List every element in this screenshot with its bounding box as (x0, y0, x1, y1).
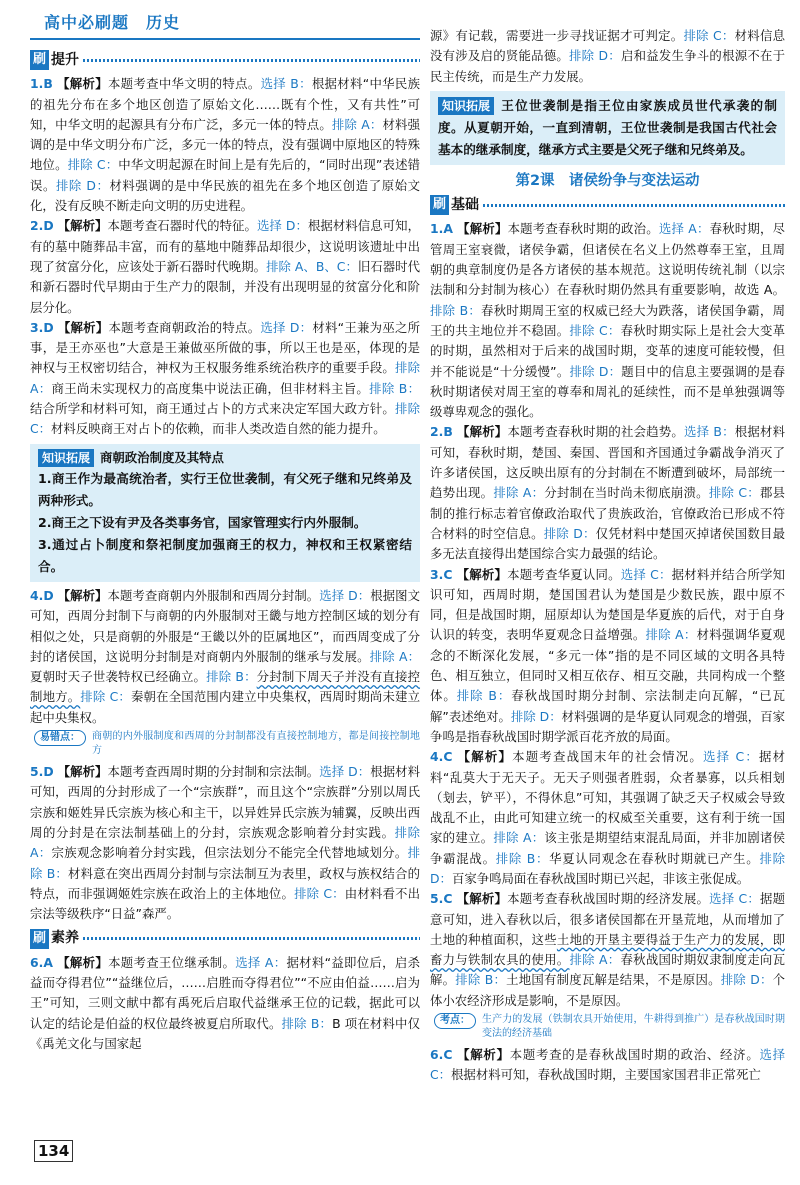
text: 春秋战国时期分封制、宗法制走向瓦解，“已瓦解”表述绝对。 (430, 688, 785, 724)
text: 由材料看不出宗法等级秩序“日益”森严。 (30, 885, 421, 922)
text: 商王尚未实现权力的高度集中说法正确，但非材料主旨。 (51, 380, 370, 396)
exclude-label: 排除 A： (645, 627, 697, 643)
exclude-label: 排除 B： (206, 669, 257, 685)
text: 根据材料“中华民族的祖先分布在多个地区创造了原始文化……既有个性，又有共性”可知，中华文明的起源具有分布广泛，多元一体的特点。 (30, 76, 420, 132)
item-number: 5. (30, 764, 44, 780)
exclude-label: 排除 C： (683, 28, 735, 43)
section-tag: 刷 (430, 195, 449, 215)
exclude-label: 排除 A： (493, 485, 545, 501)
answer-item-5 (30, 762, 420, 924)
exclude-label: 排除 B： (430, 302, 482, 318)
choose-label: 选择 A： (658, 221, 710, 237)
text: B 项在材料中仅《禹羌文化与国家起 (30, 1015, 420, 1051)
exclude-label: 排除 A： (369, 648, 420, 664)
answer-letter: C (443, 566, 453, 582)
item-number: 2. (30, 218, 44, 234)
exclude-label: 排除 D： (569, 48, 621, 64)
text: 根据图文可知，西周分封制下与商朝的内外服制对王畿与地方控制区域的划分有相似之处，只是商朝的外服是“王畿以外的臣属地区”，而西周变成了分封的诸侯国，这说明分封制是对商朝内外服制的继承与发展。 (30, 587, 420, 664)
error-note (34, 730, 420, 758)
answer-item-6 (30, 953, 420, 1054)
text: 春秋战国时期奴隶制度走向瓦解。 (430, 952, 786, 988)
text: 本题考查春秋战国时期的经济发展。 (507, 891, 710, 907)
section-tisheng (30, 50, 420, 70)
text: 据材料并结合所学知识可知，西周时期，楚国国君认为楚国是少数民族，跟中原不同，但是战国时期，屈原却认为楚国是华夏族的后代，对于自身认识的转变，表明华夏观念日益增强。 (430, 566, 786, 643)
exclude-label: 排除 D： (55, 177, 110, 193)
text: 宗族观念影响着分封实践，但宗法划分不能完全代替地域划分。 (51, 845, 408, 861)
choose-label: 选择 B： (260, 76, 312, 92)
text: 题目中的信息主要强调的是春秋时期诸侯对周王室的尊奉和周礼的延续性，而不是单独强调等级尊卑观念的强化。 (430, 363, 786, 420)
analysis-tag: 【解析】 (456, 891, 508, 907)
section-label: 素养 (51, 930, 80, 947)
lesson-title: 第2课 诸侯纷争与变法运动 (515, 172, 700, 189)
choose-label: 选择 D： (319, 764, 371, 780)
text: 本题考查春秋时期的社会趋势。 (507, 424, 685, 440)
section-label: 基础 (451, 197, 480, 214)
item-number: 5. (430, 891, 444, 907)
answer-letter: C (443, 749, 453, 765)
page-header-title: 高中必刷题 历史 (44, 13, 181, 32)
knowledge-title: 商朝政治制度及其特点 (100, 449, 224, 465)
choose-label: 选择 C： (620, 566, 672, 582)
exclude-label: 排除 C： (569, 322, 621, 338)
text: 材料强调的是中华民族的祖先在多个地区创造了原始文化，没有反映不断走向文明的历史进程。 (30, 177, 421, 214)
text: 材料“王兼为巫之所事，是王亦巫也”大意是王兼做巫所做的事，所以王也是巫，体现的是神权与王权密切结合，神权为王权服务维系统治秩序的重要手段。 (30, 319, 421, 376)
answer-item-6-continued (430, 26, 785, 87)
section-suyang (30, 928, 420, 948)
exclude-label: 排除 C： (67, 157, 119, 173)
analysis-tag: 【解析】 (57, 319, 109, 335)
text: 春秋时期，尽管周王室衰微，诸侯争霸，但诸侯在名义上仍然尊奉王室，且周朝的典章制度仍是各方诸侯的基本规范。这说明传统礼制（以宗法制和分封制为核心）在春秋时期仍然具有重要影响，故选 A。 (430, 221, 786, 298)
knowledge-tag: 知识拓展 (38, 449, 94, 467)
page-number: 134 (34, 1140, 73, 1162)
text: 本题考查商朝内外服制和西周分封制。 (107, 587, 320, 603)
exclude-label: 排除 C： (294, 885, 345, 901)
text: 春秋时期周王室的权威已经大为跌落，诸侯国争霸，周王的共主地位并不稳固。 (430, 302, 785, 338)
answer-letter: B (443, 424, 453, 440)
item-number: 1. (30, 76, 44, 92)
choose-label: 选择 C： (703, 749, 759, 765)
knowledge-point: 1.商王作为最高统治者，实行王位世袭制，有父死子继和兄终弟及两种形式。 (38, 470, 412, 508)
exclude-label: 排除 C： (30, 401, 421, 437)
text: 本题考查的是春秋战国时期的政治、经济。 (509, 1047, 760, 1063)
text: 材料强调的是中华文明分布广泛，多元一体的特点，没有强调中原地区的特殊地位。 (30, 116, 421, 173)
text: 本题考查中华文明的特点。 (107, 76, 261, 92)
text: 分封制在当时尚未彻底崩溃。 (544, 485, 709, 501)
choose-label: 选择 D： (260, 319, 313, 335)
section-divider (83, 937, 420, 940)
section-jichu (430, 195, 785, 215)
text: 个体小农经济形成是影响，不是原因。 (430, 972, 786, 1008)
answer-item-3 (430, 565, 785, 748)
choose-label: 选择 D： (256, 218, 308, 234)
text: 据材料“益即位后，启杀益而夺得君位”“益继位后，……启胜而夺得君位”“不应由伯益……启为王”可知，三则文献中都有禹死后启取代益继承王位的记载，据此可以认定的结论是伯益的权位最终被夏启所取代。 (30, 954, 421, 1031)
answer-item-5 (430, 889, 785, 1011)
note-text: 商朝的内外服制度和西周的分封制都没有直接控制地方，都是间接控制地方 (92, 731, 420, 757)
answer-item-6 (430, 1045, 785, 1086)
text: 本题考查战国末年的社会情况。 (512, 749, 704, 765)
knowledge-box (30, 444, 420, 582)
text: 该主张是期望结束混乱局面，并非加剧诸侯争霸混战。 (430, 830, 786, 866)
knowledge-tag: 知识拓展 (438, 97, 494, 115)
text: 据题意可知，进入春秋以后，很多诸侯国都在开垦荒地，从而增加了土地的种植面积，这些 (430, 891, 786, 947)
right-column (430, 26, 785, 1086)
section-divider (483, 204, 785, 207)
answer-item-3 (30, 318, 420, 440)
text: 仅凭材料中楚国灭掉诸侯国数目最多无法直接得出楚国综合实力最强的结论。 (430, 525, 786, 562)
knowledge-point: 2.商王之下设有尹及各类事务官，国家管理实行内外服制。 (38, 514, 367, 530)
exclude-label: 排除 B： (369, 380, 420, 396)
item-number: 4. (430, 749, 444, 765)
text: 据材料“乱莫大于无天子。无天子则强者胜弱，众者暴寡，以兵相刬（刬去，铲平），不得休息”可知，其强调了缺乏天子权威会导致战乱不止，由此可知建立统一的权威至关重要，这有利于统一国家的建立。 (430, 749, 786, 846)
exclude-label: 排除 D： (569, 363, 622, 379)
text: 中华文明起源在时间上是有先后的，“同时出现”表述错误。 (30, 157, 421, 193)
text: 材料信息没有涉及启的贤能品德。 (430, 28, 786, 64)
text: 根据材料信息可知，有的墓中随葬品丰富，而有的墓地中随葬品却很少，这说明该遗址中出现了贫富分化，应该处于新石器时代晚期。 (30, 218, 420, 274)
text: 本题考查商朝政治的特点。 (108, 319, 261, 335)
text: 本题考查石器时代的特征。 (107, 218, 257, 234)
text: 材料强调的是华夏认同观念的增强，百家争鸣是指春秋战国时期学派百花齐放的局面。 (430, 708, 786, 744)
analysis-tag: 【解析】 (456, 566, 508, 582)
wavy-underlined-text: 分封制下周天子并没有直接控制地方。 (30, 669, 421, 705)
text: 夏朝时天子世袭特权已经确立。 (30, 669, 207, 685)
exclude-label: 排除 A： (30, 360, 421, 396)
section-tag: 刷 (30, 929, 49, 949)
analysis-tag: 【解析】 (457, 1047, 510, 1063)
knowledge-text: 王位世袭制是指王位由家族成员世代承袭的制度。从夏朝开始，一直到清朝，王位世袭制是我国古代社会基本的继承制度，继承方式主要是父死子继和兄终弟及。 (438, 97, 777, 157)
choose-label: 选择 B： (684, 424, 735, 440)
section-divider (83, 59, 420, 62)
text: 结合所学和材料可知，商王通过占卜的方式来决定军国大政方针。 (30, 401, 396, 417)
item-number: 6. (430, 1047, 444, 1063)
item-number: 6. (30, 954, 44, 970)
knowledge-point: 3.通过占卜制度和祭祀制度加强商王的权力，神权和王权紧密结合。 (38, 536, 412, 574)
answer-letter: C (443, 891, 453, 907)
text: 秦朝在全国范围内建立中央集权，西周时期尚未建立起中央集权。 (30, 689, 421, 725)
answer-item-2 (30, 216, 420, 317)
analysis-tag: 【解析】 (57, 764, 108, 780)
exclude-label: 排除 C： (80, 689, 131, 705)
choose-label: 选择 C： (430, 1047, 786, 1083)
exclude-label: 排除 B： (456, 688, 512, 704)
exclude-label: 排除 B： (495, 850, 550, 866)
header-rule (30, 38, 420, 40)
choose-label: 选择 D： (319, 587, 371, 603)
text: 根据材料可知，春秋战国时期，主要国家国君非正常死亡 (451, 1067, 761, 1083)
analysis-tag: 【解析】 (57, 954, 109, 970)
item-number: 3. (30, 319, 44, 335)
exclude-label: 排除 D： (430, 850, 786, 886)
exclude-label: 排除 A： (30, 824, 421, 861)
note-tag: 易错点： (34, 730, 86, 746)
text: 土地国有制度瓦解是结果，不是原因。 (506, 972, 721, 988)
item-number: 4. (30, 587, 44, 603)
exclude-label: 排除 B： (455, 972, 507, 988)
answer-item-4 (430, 747, 785, 889)
exclude-label: 排除 A： (493, 830, 545, 846)
text: 百家争鸣局面在春秋战国时期已兴起，非该主张促成。 (451, 870, 750, 886)
exclude-label: 排除 C： (708, 485, 760, 501)
text: 郡县制的推行标志着官僚政治取代了贵族政治，官僚政治已形成不符合材料的时空信息。 (430, 485, 786, 541)
answer-letter: C (443, 1047, 453, 1063)
answer-letter: D (43, 218, 54, 234)
text: 源》有记载，需要进一步寻找证据才可判定。 (430, 28, 684, 43)
note-tag: 考点： (434, 1013, 476, 1029)
answer-letter: A (43, 954, 53, 970)
text: 本题考查春秋时期的政治。 (507, 221, 659, 237)
text: 旧石器时代和新石器时代早期由于生产力的限制，并没有出现明显的贫富分化和阶层分化。 (30, 258, 420, 315)
item-number: 2. (430, 424, 444, 440)
text: 本题考查华夏认同。 (507, 566, 621, 582)
text: 启和益发生争斗的根源不在于民主传统，而是生产力发展。 (430, 48, 786, 84)
text: 根据材料可知，西周的分封形成了一个“宗族群”，而且这个“宗族群”分别以周氏宗族和姬姓异氏宗族为核心和主干，以异姓异氏宗族为辅翼，反映出西周的分封是在宗法制基础上的分封，宗族观念影响着分封实践。 (30, 764, 420, 840)
item-number: 3. (430, 566, 444, 582)
knowledge-box (430, 91, 785, 165)
text: 春秋时期实际上是社会大变革的时期，虽然相对于后来的战国时期，变革的速度可能较慢，但并不能说是“十分缓慢”。 (430, 322, 786, 379)
text: 材料意在突出西周分封制与宗法制互为表里，政权与族权结合的特点，而非强调姬姓宗族在政治上的主体地位。 (30, 865, 420, 901)
exclude-label: 排除 D： (510, 708, 562, 724)
text: 华夏认同观念在春秋时期就已产生。 (549, 850, 760, 866)
analysis-tag: 【解析】 (456, 424, 508, 440)
left-column (30, 46, 420, 1054)
exclude-label: 排除 A： (331, 116, 383, 132)
analysis-tag: 【解析】 (57, 587, 108, 603)
analysis-tag: 【解析】 (57, 76, 108, 92)
exclude-label: 排除 D： (720, 972, 773, 988)
choose-label: 选择 A： (235, 954, 287, 970)
section-tag: 刷 (30, 50, 49, 70)
text: 材料强调华夏观念的不断深化发展，“多元一体”指的是不同区域的文明各具特色、相互独立，但同时又相互依存、相互交融，共同构成一个整体。 (430, 627, 786, 704)
exclude-label: 排除 A： (569, 952, 621, 968)
text: 根据材料可知，春秋时期，楚国、秦国、晋国和齐国通过争霸战争消灭了许多诸侯国，这反映出原有的分封制在不断遭到破坏，局部统一趋势出现。 (430, 424, 786, 501)
answer-item-2 (430, 422, 785, 564)
wavy-underlined-text: 土地的开垦主要得益于生产力的发展，即畜力与铁制农具的使用。 (430, 931, 786, 968)
exclude-label: 排除 A、B、C： (266, 258, 358, 274)
item-number: 1. (430, 221, 444, 237)
answer-letter: D (43, 764, 54, 780)
exclude-label: 排除 D： (543, 525, 596, 541)
analysis-tag: 【解析】 (57, 218, 108, 234)
text: 本题考查王位继承制。 (108, 954, 236, 970)
answer-item-1 (30, 74, 420, 216)
answer-letter: D (43, 587, 54, 603)
note-text: 生产力的发展（铁制农具开始使用，牛耕得到推广）是春秋战国时期变法的经济基础 (482, 1014, 785, 1040)
exclude-label: 排除 B： (30, 845, 421, 881)
answer-item-4 (30, 586, 420, 728)
text: 材料反映商王对占卜的依赖，而非人类改造自然的能力提升。 (51, 421, 386, 437)
choose-label: 选择 C： (709, 891, 760, 907)
text: 本题考查西周时期的分封制和宗法制。 (107, 764, 320, 780)
answer-letter: D (43, 319, 54, 335)
exclude-label: 排除 B： (281, 1015, 333, 1031)
answer-item-1 (430, 219, 785, 422)
key-point-note (434, 1013, 785, 1041)
analysis-tag: 【解析】 (457, 749, 513, 765)
answer-letter: A (443, 221, 453, 237)
section-label: 提升 (51, 52, 80, 68)
analysis-tag: 【解析】 (457, 221, 508, 237)
answer-letter: B (43, 76, 53, 92)
